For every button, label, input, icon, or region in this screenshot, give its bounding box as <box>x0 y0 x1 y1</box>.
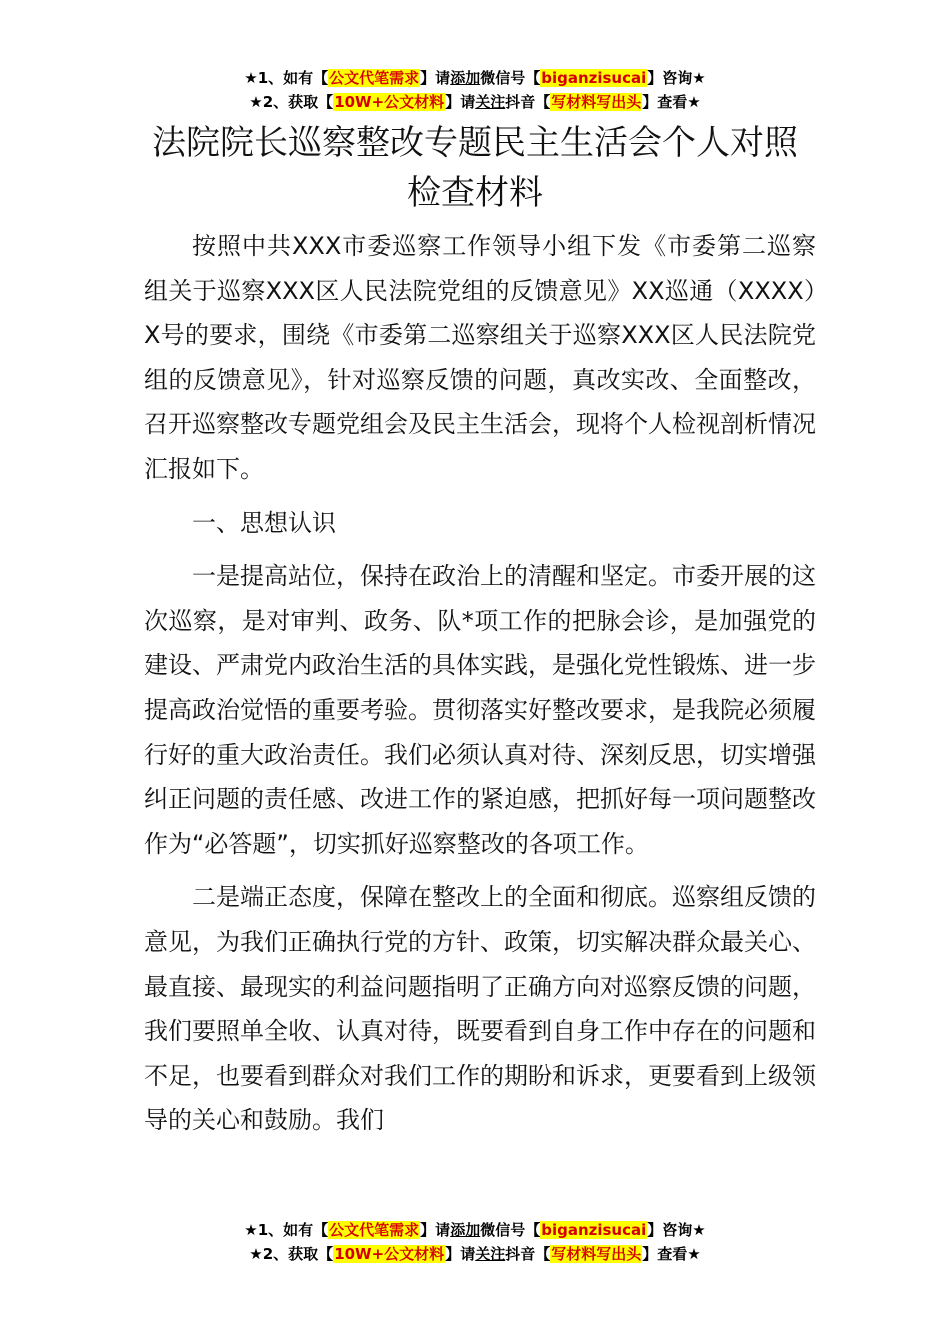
promo-text: 】咨询★ <box>647 1221 706 1239</box>
promo-text: 抖音【 <box>505 1245 551 1263</box>
promo-underlined: 关注 <box>475 1245 506 1263</box>
title-line-1: 法院院长巡察整改专题民主生活会个人对照 <box>152 123 798 163</box>
promo-highlight: 10W+公文材料 <box>334 1245 445 1263</box>
promo-text: 】请 <box>445 93 476 111</box>
promo-underlined: 添加 <box>450 1221 481 1239</box>
promo-underlined: 添加 <box>450 69 481 87</box>
promo-highlight: 10W+公文材料 <box>334 93 445 111</box>
promo-text: 抖音【 <box>505 93 551 111</box>
promo-banner-top <box>0 66 950 114</box>
promo-text: ★1、如有【 <box>244 69 329 87</box>
promo-underlined: 关注 <box>475 93 506 111</box>
body-paragraph: 一是提高站位，保持在政治上的清醒和坚定。市委开展的这次巡察，是对审判、政务、队*项工作的把脉会诊，是加强党的建设、严肃党内政治生活的具体实践，是强化党性锻炼、进一步提高政治觉悟的重要考验。贯彻落实好整改要求，是我院必须履行好的重大政治责任。我们必须认真对待、深刻反思，切实增强纠正问题的责任感、改进工作的紧迫感，把抓好每一项问题整改作为“必答题”，切实抓好巡察整改的各项工作。 <box>144 562 816 858</box>
promo-line-2 <box>0 1242 950 1266</box>
promo-text: 微信号【 <box>480 69 541 87</box>
promo-line-1 <box>0 1218 950 1242</box>
promo-text: ★1、如有【 <box>244 1221 329 1239</box>
promo-text: 】咨询★ <box>647 69 706 87</box>
section-heading: 一、思想认识 <box>192 508 336 537</box>
intro-paragraph: 按照中共XXX市委巡察工作领导小组下发《市委第二巡察组关于巡察XXX区人民法院党组的反馈意见》XX巡通（XXXX）X号的要求，围绕《市委第二巡察组关于巡察XXX区人民法院党组的反馈意见》，针对巡察反馈的问题，真改实改、全面整改，召开巡察整改专题党组会及民主生活会，现将个人检视剖析情况汇报如下。 <box>144 232 816 483</box>
promo-highlight: biganzisucai <box>541 1221 647 1239</box>
promo-text: 】查看★ <box>642 93 701 111</box>
promo-text: ★2、获取【 <box>249 93 334 111</box>
body-paragraph: 二是端正态度，保障在整改上的全面和彻底。巡察组反馈的意见，为我们正确执行党的方针、政策，切实解决群众最关心、最直接、最现实的利益问题指明了正确方向对巡察反馈的问题，我们要照单全收、认真对待，既要看到自身工作中存在的问题和不足，也要看到群众对我们工作的期盼和诉求，更要看到上级领导的关心和鼓励。我们 <box>144 883 816 1135</box>
promo-highlight: 公文代笔需求 <box>329 1221 420 1239</box>
promo-text: 】请 <box>420 1221 451 1239</box>
promo-text: 】请 <box>420 69 451 87</box>
promo-text: 】查看★ <box>642 1245 701 1263</box>
promo-line-2 <box>0 90 950 114</box>
promo-highlight: 写材料写出头 <box>551 1245 642 1263</box>
promo-highlight: 公文代笔需求 <box>329 69 420 87</box>
promo-line-1 <box>0 66 950 90</box>
promo-highlight: biganzisucai <box>541 69 647 87</box>
document-body <box>144 224 816 1152</box>
promo-text: 】请 <box>445 1245 476 1263</box>
promo-banner-bottom <box>0 1218 950 1266</box>
document-title <box>100 118 850 218</box>
promo-highlight: 写材料写出头 <box>551 93 642 111</box>
title-line-2: 检查材料 <box>407 173 543 213</box>
promo-text: 微信号【 <box>480 1221 541 1239</box>
promo-text: ★2、获取【 <box>249 1245 334 1263</box>
